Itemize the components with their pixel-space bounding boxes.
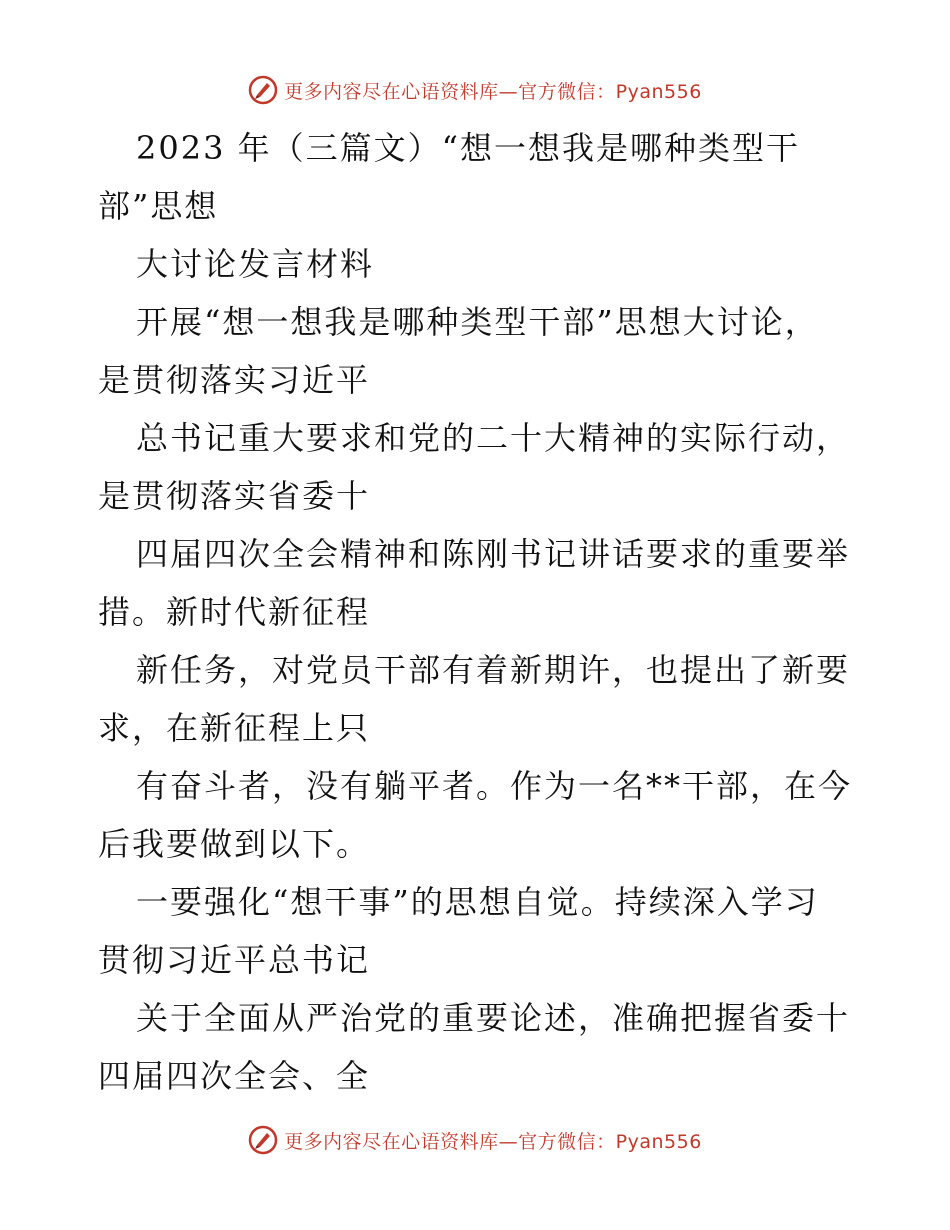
title-line-1: 2023 年（三篇文）“想一想我是哪种类型干 — [136, 129, 800, 167]
paragraph-line: 关于全面从严治党的重要论述，准确把握省委十 — [136, 999, 851, 1037]
paragraph-line: 是贯彻落实省委十 — [98, 477, 371, 515]
footer-watermark — [0, 1122, 950, 1158]
paragraph-line: 四届四次全会精神和陈刚书记讲话要求的重要举 — [136, 535, 851, 573]
paragraph-line: 开展“想一想我是哪种类型干部”思想大讨论， — [136, 303, 819, 341]
paragraph-line: 贯彻习近平总书记 — [98, 941, 371, 979]
paragraph-line: 后我要做到以下。 — [98, 825, 371, 863]
title-line-2: 部”思想 — [98, 187, 219, 225]
title-line-3: 大讨论发言材料 — [136, 245, 375, 283]
pen-logo-icon — [248, 1125, 278, 1155]
paragraph-line: 总书记重大要求和党的二十大精神的实际行动， — [136, 419, 851, 457]
paragraph-line: 措。新时代新征程 — [98, 593, 371, 631]
paragraph-line: 有奋斗者，没有躺平者。作为一名**干部，在今 — [136, 767, 853, 805]
watermark-text: 更多内容尽在心语资料库—官方微信：Pyan556 — [284, 80, 702, 103]
watermark-text: 更多内容尽在心语资料库—官方微信：Pyan556 — [284, 1130, 702, 1153]
paragraph-line: 四届四次全会、全 — [98, 1057, 371, 1095]
paragraph-line: 新任务，对党员干部有着新期许，也提出了新要 — [136, 651, 851, 689]
paragraph-line: 一要强化“想干事”的思想自觉。持续深入学习 — [136, 883, 819, 921]
paragraph-line: 求，在新征程上只 — [98, 709, 371, 747]
paragraph-line: 是贯彻落实习近平 — [98, 361, 371, 399]
